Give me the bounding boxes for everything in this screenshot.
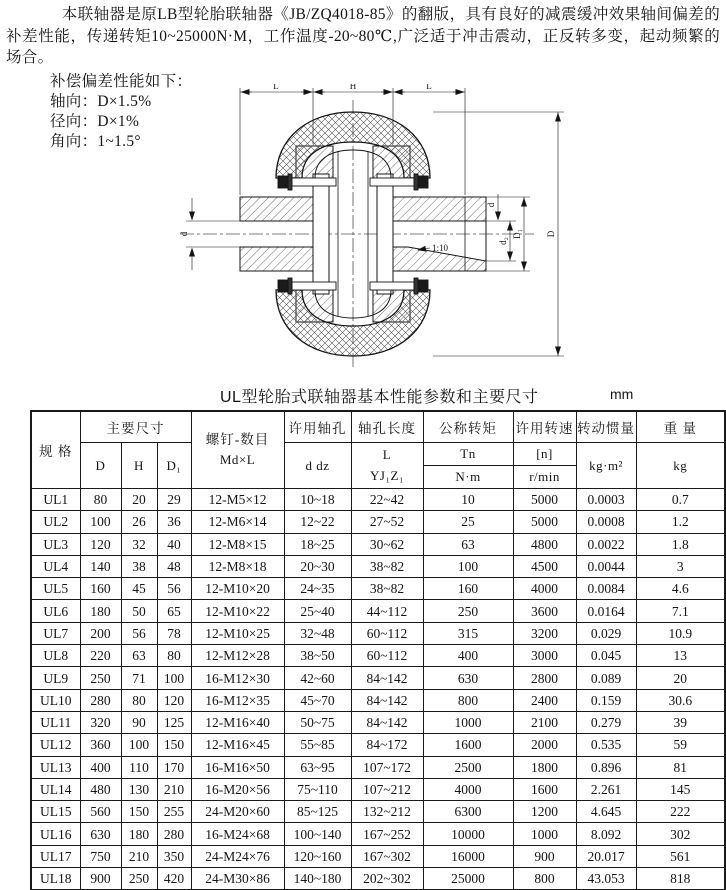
value-cell: 210 [121, 845, 157, 867]
dim-label-d2: d₂ [498, 237, 508, 245]
table-row [31, 823, 725, 845]
value-cell: 350 [157, 845, 191, 867]
value-cell: 29 [157, 489, 191, 511]
value-cell: 25~40 [284, 600, 351, 622]
coupling-cross-section-drawing [178, 84, 610, 384]
value-cell: 4.6 [636, 578, 725, 600]
col-maindims-header: 主要尺寸 [80, 411, 191, 443]
speed-symbol: [n] [513, 443, 576, 466]
value-cell: 200 [80, 622, 121, 644]
col-inertia-header: 转动惯量 [576, 411, 636, 443]
spec-cell: UL3 [31, 533, 80, 555]
value-cell: 16-M12×30 [191, 667, 284, 689]
value-cell: 18~25 [284, 533, 351, 555]
value-cell: 800 [513, 868, 576, 890]
coupling-parameters-table [30, 410, 726, 890]
value-cell: 81 [636, 756, 725, 778]
value-cell: 4500 [513, 555, 576, 577]
table-row [31, 667, 725, 689]
value-cell: 24-M30×86 [191, 868, 284, 890]
value-cell: 100 [423, 555, 513, 577]
spec-cell: UL18 [31, 868, 80, 890]
value-cell: 360 [80, 734, 121, 756]
table-header [31, 411, 725, 489]
value-cell: 20~30 [284, 555, 351, 577]
value-cell: 140~180 [284, 868, 351, 890]
angular-spec: 角向：1~1.5° [50, 132, 141, 150]
value-cell: 210 [157, 778, 191, 800]
spec-cell: UL5 [31, 578, 80, 600]
dim-label-L-left: L [273, 84, 279, 91]
value-cell: 0.535 [576, 734, 636, 756]
value-cell: 10 [423, 489, 513, 511]
value-cell: 10.9 [636, 622, 725, 644]
table-row [31, 645, 725, 667]
value-cell: 222 [636, 801, 725, 823]
spec-cell: UL4 [31, 555, 80, 577]
value-cell: 0.045 [576, 645, 636, 667]
table-row [31, 689, 725, 711]
value-cell: 202~302 [351, 868, 423, 890]
value-cell: 420 [157, 868, 191, 890]
value-cell: 120 [157, 689, 191, 711]
value-cell: 7.1 [636, 600, 725, 622]
value-cell: 20 [636, 667, 725, 689]
value-cell: 280 [157, 823, 191, 845]
value-cell: 30~62 [351, 533, 423, 555]
value-cell: 315 [423, 622, 513, 644]
value-cell: 63~95 [284, 756, 351, 778]
value-cell: 8.092 [576, 823, 636, 845]
value-cell: 900 [80, 868, 121, 890]
value-cell: 48 [157, 555, 191, 577]
value-cell: 22~42 [351, 489, 423, 511]
value-cell: 0.029 [576, 622, 636, 644]
value-cell: 30.6 [636, 689, 725, 711]
borelen-sub2: YJ₁Z₁ [370, 467, 404, 483]
value-cell: 0.0008 [576, 511, 636, 533]
value-cell: 12-M16×40 [191, 711, 284, 733]
spec-cell: UL2 [31, 511, 80, 533]
dim-label-D: D [546, 230, 556, 238]
col-D1-header: D₁ [157, 443, 191, 489]
compensation-heading: 补偿偏差性能如下： [50, 72, 193, 90]
table-row [31, 600, 725, 622]
value-cell: 150 [157, 734, 191, 756]
col-borelen-sub-header [351, 443, 423, 489]
value-cell: 250 [423, 600, 513, 622]
value-cell: 560 [80, 801, 121, 823]
value-cell: 250 [80, 667, 121, 689]
value-cell: 84~142 [351, 711, 423, 733]
col-speed-header: 许用转速 [513, 411, 576, 443]
value-cell: 3600 [513, 600, 576, 622]
value-cell: 2400 [513, 689, 576, 711]
value-cell: 55~85 [284, 734, 351, 756]
value-cell: 2000 [513, 734, 576, 756]
value-cell: 0.159 [576, 689, 636, 711]
value-cell: 65 [157, 600, 191, 622]
spec-cell: UL13 [31, 756, 80, 778]
value-cell: 100~140 [284, 823, 351, 845]
value-cell: 180 [80, 600, 121, 622]
value-cell: 38~50 [284, 645, 351, 667]
radial-spec: 径向：D×1% [50, 112, 140, 130]
value-cell: 84~142 [351, 667, 423, 689]
value-cell: 20 [121, 489, 157, 511]
value-cell: 45 [121, 578, 157, 600]
table-row [31, 578, 725, 600]
borelen-sub1: L [382, 446, 392, 462]
value-cell: 302 [636, 823, 725, 845]
value-cell: 50~75 [284, 711, 351, 733]
col-H-header: H [121, 443, 157, 489]
value-cell: 167~302 [351, 845, 423, 867]
value-cell: 12-M8×18 [191, 555, 284, 577]
table-body [31, 489, 725, 890]
taper-label: 1:10 [432, 243, 449, 253]
value-cell: 1600 [513, 778, 576, 800]
value-cell: 2.261 [576, 778, 636, 800]
spec-cell: UL11 [31, 711, 80, 733]
value-cell: 0.279 [576, 711, 636, 733]
value-cell: 0.7 [636, 489, 725, 511]
value-cell: 38~82 [351, 578, 423, 600]
value-cell: 630 [80, 823, 121, 845]
value-cell: 39 [636, 711, 725, 733]
value-cell: 167~252 [351, 823, 423, 845]
axial-spec: 轴向：D×1.5% [50, 92, 152, 110]
table-row [31, 489, 725, 511]
value-cell: 75~110 [284, 778, 351, 800]
value-cell: 2800 [513, 667, 576, 689]
value-cell: 160 [423, 578, 513, 600]
value-cell: 63 [121, 645, 157, 667]
value-cell: 1000 [423, 711, 513, 733]
value-cell: 132~212 [351, 801, 423, 823]
speed-unit: r/min [513, 466, 576, 489]
value-cell: 0.896 [576, 756, 636, 778]
value-cell: 12~22 [284, 511, 351, 533]
value-cell: 900 [513, 845, 576, 867]
value-cell: 0.089 [576, 667, 636, 689]
value-cell: 5000 [513, 489, 576, 511]
value-cell: 1.2 [636, 511, 725, 533]
value-cell: 32~48 [284, 622, 351, 644]
value-cell: 10~18 [284, 489, 351, 511]
value-cell: 16-M24×68 [191, 823, 284, 845]
value-cell: 1800 [513, 756, 576, 778]
spec-cell: UL1 [31, 489, 80, 511]
spec-cell: UL6 [31, 600, 80, 622]
spec-cell: UL7 [31, 622, 80, 644]
value-cell: 561 [636, 845, 725, 867]
coupling-drawing-svg [178, 84, 610, 384]
table-unit: mm [610, 386, 634, 402]
col-borelen-header: 轴孔长度 [351, 411, 423, 443]
value-cell: 40 [157, 533, 191, 555]
value-cell: 90 [121, 711, 157, 733]
value-cell: 16-M16×50 [191, 756, 284, 778]
spec-cell: UL15 [31, 801, 80, 823]
value-cell: 100 [80, 511, 121, 533]
col-D-header: D [80, 443, 121, 489]
value-cell: 120 [80, 533, 121, 555]
col-bore-header: 许用轴孔 [284, 411, 351, 443]
value-cell: 84~172 [351, 734, 423, 756]
value-cell: 12-M12×28 [191, 645, 284, 667]
value-cell: 27~52 [351, 511, 423, 533]
value-cell: 150 [121, 801, 157, 823]
value-cell: 25000 [423, 868, 513, 890]
table-row [31, 756, 725, 778]
value-cell: 12-M10×25 [191, 622, 284, 644]
value-cell: 145 [636, 778, 725, 800]
spec-cell: UL8 [31, 645, 80, 667]
value-cell: 0.0084 [576, 578, 636, 600]
value-cell: 4000 [423, 778, 513, 800]
value-cell: 71 [121, 667, 157, 689]
value-cell: 4000 [513, 578, 576, 600]
value-cell: 12-M8×15 [191, 533, 284, 555]
value-cell: 80 [121, 689, 157, 711]
spec-cell: UL9 [31, 667, 80, 689]
value-cell: 280 [80, 689, 121, 711]
value-cell: 56 [121, 622, 157, 644]
value-cell: 220 [80, 645, 121, 667]
value-cell: 480 [80, 778, 121, 800]
value-cell: 4.645 [576, 801, 636, 823]
value-cell: 4800 [513, 533, 576, 555]
dim-label-H: H [349, 84, 357, 91]
table-row [31, 555, 725, 577]
value-cell: 120~160 [284, 845, 351, 867]
value-cell: 12-M10×20 [191, 578, 284, 600]
value-cell: 42~60 [284, 667, 351, 689]
weight-unit: kg [636, 443, 725, 489]
value-cell: 400 [80, 756, 121, 778]
value-cell: 78 [157, 622, 191, 644]
table-row [31, 801, 725, 823]
table-row [31, 711, 725, 733]
value-cell: 60~112 [351, 622, 423, 644]
value-cell: 16000 [423, 845, 513, 867]
value-cell: 25 [423, 511, 513, 533]
value-cell: 12-M16×45 [191, 734, 284, 756]
dim-label-d-left: d [179, 231, 189, 237]
value-cell: 59 [636, 734, 725, 756]
value-cell: 24-M20×60 [191, 801, 284, 823]
value-cell: 107~212 [351, 778, 423, 800]
value-cell: 12-M5×12 [191, 489, 284, 511]
spec-cell: UL14 [31, 778, 80, 800]
table-row [31, 533, 725, 555]
table-caption [30, 384, 724, 406]
value-cell: 3000 [513, 645, 576, 667]
value-cell: 750 [80, 845, 121, 867]
value-cell: 3200 [513, 622, 576, 644]
col-screws-header [191, 411, 284, 489]
col-bore-sub-header: d dz [284, 443, 351, 489]
spec-cell: UL17 [31, 845, 80, 867]
spec-cell: UL16 [31, 823, 80, 845]
value-cell: 0.0022 [576, 533, 636, 555]
dim-label-d-right: d [486, 202, 496, 208]
value-cell: 800 [423, 689, 513, 711]
spec-cell: UL10 [31, 689, 80, 711]
value-cell: 818 [636, 868, 725, 890]
value-cell: 0.0164 [576, 600, 636, 622]
torque-unit: N·m [423, 466, 513, 489]
value-cell: 10000 [423, 823, 513, 845]
value-cell: 24~35 [284, 578, 351, 600]
value-cell: 16-M20×56 [191, 778, 284, 800]
value-cell: 630 [423, 667, 513, 689]
value-cell: 3 [636, 555, 725, 577]
value-cell: 20.017 [576, 845, 636, 867]
value-cell: 12-M10×22 [191, 600, 284, 622]
table-row [31, 511, 725, 533]
value-cell: 1200 [513, 801, 576, 823]
value-cell: 1.8 [636, 533, 725, 555]
value-cell: 38 [121, 555, 157, 577]
value-cell: 170 [157, 756, 191, 778]
dim-label-D1: D₁ [512, 229, 522, 239]
value-cell: 2100 [513, 711, 576, 733]
value-cell: 2500 [423, 756, 513, 778]
value-cell: 255 [157, 801, 191, 823]
value-cell: 6300 [423, 801, 513, 823]
table-title: UL型轮胎式联轴器基本性能参数和主要尺寸 [220, 389, 539, 406]
value-cell: 107~172 [351, 756, 423, 778]
dim-label-L-right: L [426, 84, 432, 91]
table-row [31, 778, 725, 800]
value-cell: 12-M6×14 [191, 511, 284, 533]
col-torque-header: 公称转矩 [423, 411, 513, 443]
value-cell: 110 [121, 756, 157, 778]
value-cell: 24-M24×76 [191, 845, 284, 867]
value-cell: 320 [80, 711, 121, 733]
table-row [31, 868, 725, 890]
value-cell: 44~112 [351, 600, 423, 622]
value-cell: 125 [157, 711, 191, 733]
value-cell: 130 [121, 778, 157, 800]
value-cell: 36 [157, 511, 191, 533]
value-cell: 180 [121, 823, 157, 845]
value-cell: 100 [121, 734, 157, 756]
value-cell: 400 [423, 645, 513, 667]
table-row [31, 734, 725, 756]
value-cell: 1600 [423, 734, 513, 756]
value-cell: 26 [121, 511, 157, 533]
value-cell: 100 [157, 667, 191, 689]
torque-symbol: Tn [423, 443, 513, 466]
inertia-unit: kg·m² [576, 443, 636, 489]
screws-sub-label: Md×L [219, 452, 256, 468]
value-cell: 140 [80, 555, 121, 577]
col-weight-header: 重 量 [636, 411, 725, 443]
value-cell: 50 [121, 600, 157, 622]
table-row [31, 845, 725, 867]
value-cell: 63 [423, 533, 513, 555]
value-cell: 85~125 [284, 801, 351, 823]
value-cell: 5000 [513, 511, 576, 533]
spec-cell: UL12 [31, 734, 80, 756]
value-cell: 1000 [513, 823, 576, 845]
value-cell: 250 [121, 868, 157, 890]
value-cell: 0.0003 [576, 489, 636, 511]
intro-paragraph: 本联轴器是原LB型轮胎联轴器《JB/ZQ4018-85》的翻版，具有良好的减震缓冲效果轴间偏差的补差性能，传递转矩10~25000N·M，工作温度-20~80℃,广泛适于冲击震动，正反转多变，起动频繁的场合。 [6, 6, 720, 66]
value-cell: 16-M12×35 [191, 689, 284, 711]
col-spec-header: 规 格 [31, 411, 80, 489]
value-cell: 45~70 [284, 689, 351, 711]
value-cell: 160 [80, 578, 121, 600]
value-cell: 43.053 [576, 868, 636, 890]
value-cell: 80 [157, 645, 191, 667]
value-cell: 80 [80, 489, 121, 511]
screws-label: 螺钉-数目 [205, 431, 270, 447]
value-cell: 56 [157, 578, 191, 600]
value-cell: 32 [121, 533, 157, 555]
value-cell: 84~142 [351, 689, 423, 711]
value-cell: 60~112 [351, 645, 423, 667]
value-cell: 13 [636, 645, 725, 667]
value-cell: 38~82 [351, 555, 423, 577]
table-row [31, 622, 725, 644]
value-cell: 0.0044 [576, 555, 636, 577]
